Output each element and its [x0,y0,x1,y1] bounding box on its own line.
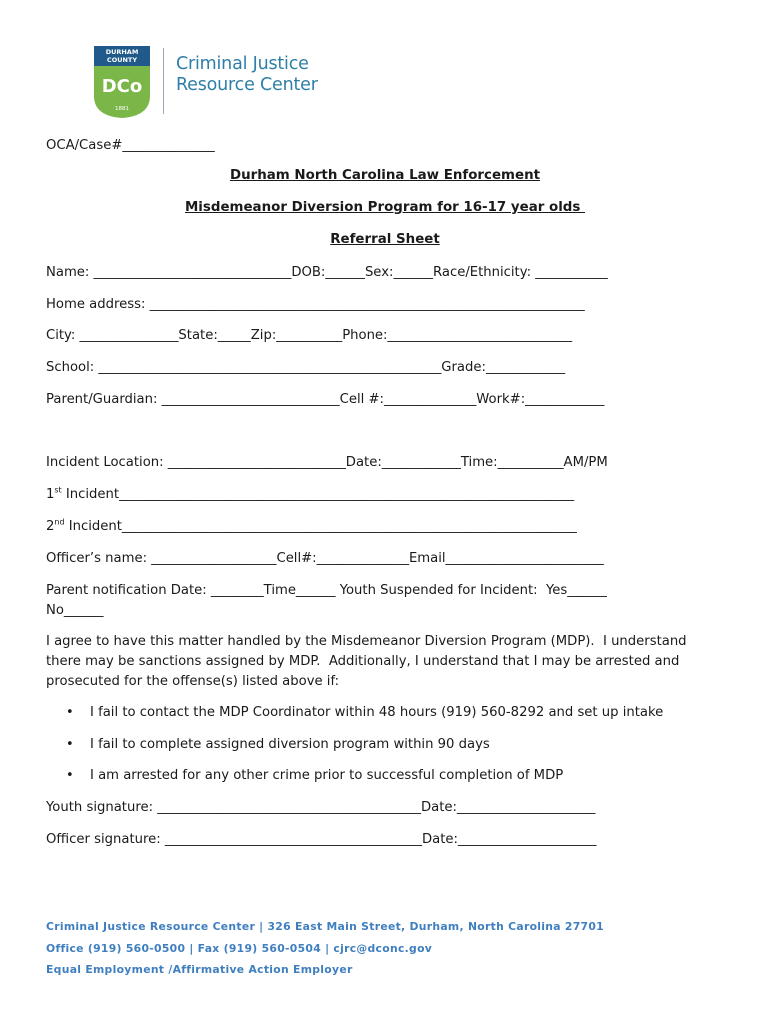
incident-location-field[interactable]: Incident Location: ___________________________Date:____________Time:__________AM/PM [46,455,608,470]
condition-item: I am arrested for any other crime prior to successful completion of MDP [90,768,564,783]
condition-item: I fail to complete assigned diversion program within 90 days [90,737,490,752]
condition-item: I fail to contact the MDP Coordinator within 48 hours (919) 560-8292 and set up intake [90,705,664,720]
seal-year-text: 1881 [115,106,129,112]
name-dob-sex-race-field[interactable]: Name: ______________________________DOB:______Sex:______Race/Ethnicity: ___________ [46,265,608,280]
seal-letters-text: DCo [101,76,143,97]
logo-divider [163,48,164,114]
parent-guardian-field[interactable]: Parent/Guardian: ___________________________Cell #:______________Work#:____________ [46,392,605,407]
bullet-glyph: • [66,705,74,720]
org-name-line2: Resource Center [176,75,318,95]
case-number-field[interactable]: OCA/Case#______________ [46,138,215,153]
agreement-text-line3: prosecuted for the offense(s) listed above if: [46,674,340,689]
second-incident-sup: nd [54,517,65,527]
parent-notification-field[interactable]: Parent notification Date: ________Time______ Youth Suspended for Incident: Yes______ [46,583,607,598]
first-incident-num: 1 [46,487,55,502]
first-incident-rest: Incident_____________________________________________________________________ [61,487,575,502]
footer-eeo: Equal Employment /Affirmative Action Employer [46,963,353,976]
bullet-glyph: • [66,768,74,783]
second-incident-rest: Incident_____________________________________________________________________ [64,519,577,534]
org-name-line1: Criminal Justice [176,54,309,74]
first-incident-field[interactable] [46,487,574,502]
city-state-zip-phone-field[interactable]: City: _______________State:_____Zip:__________Phone:____________________________ [46,328,573,343]
bullet-glyph: • [66,737,74,752]
footer-contact: Office (919) 560-0500 | Fax (919) 560-0504 | cjrc@dconc.gov [46,942,433,955]
second-incident-num: 2 [46,519,55,534]
school-grade-field[interactable]: School: ____________________________________________________Grade:____________ [46,360,566,375]
first-incident-sup: st [54,485,62,495]
youth-signature-field[interactable]: Youth signature: ________________________________________Date:_____________________ [46,800,596,815]
officer-signature-field[interactable]: Officer signature: _______________________________________Date:_____________________ [46,832,597,847]
form-title-agency: Durham North Carolina Law Enforcement [229,168,541,183]
form-title-program: Misdemeanor Diversion Program for 16-17 year olds [184,200,586,215]
suspension-no-field[interactable]: No______ [46,603,104,618]
footer-address: Criminal Justice Resource Center | 326 East Main Street, Durham, North Carolina 27701 [46,920,604,933]
agreement-text-line1: I agree to have this matter handled by the Misdemeanor Diversion Program (MDP). I understand [46,634,687,649]
agreement-text-line2: there may be sanctions assigned by MDP. Additionally, I understand that I may be arrested and [46,654,680,669]
officer-name-cell-email-field[interactable]: Officer’s name: ___________________Cell#:______________Email________________________ [46,551,604,566]
home-address-field[interactable]: Home address: __________________________________________________________________ [46,297,585,312]
second-incident-field[interactable] [46,519,577,534]
form-title-referral: Referral Sheet [330,232,440,247]
seal-mid-text: COUNTY [106,56,138,64]
seal-top-text: DURHAM [105,48,139,56]
